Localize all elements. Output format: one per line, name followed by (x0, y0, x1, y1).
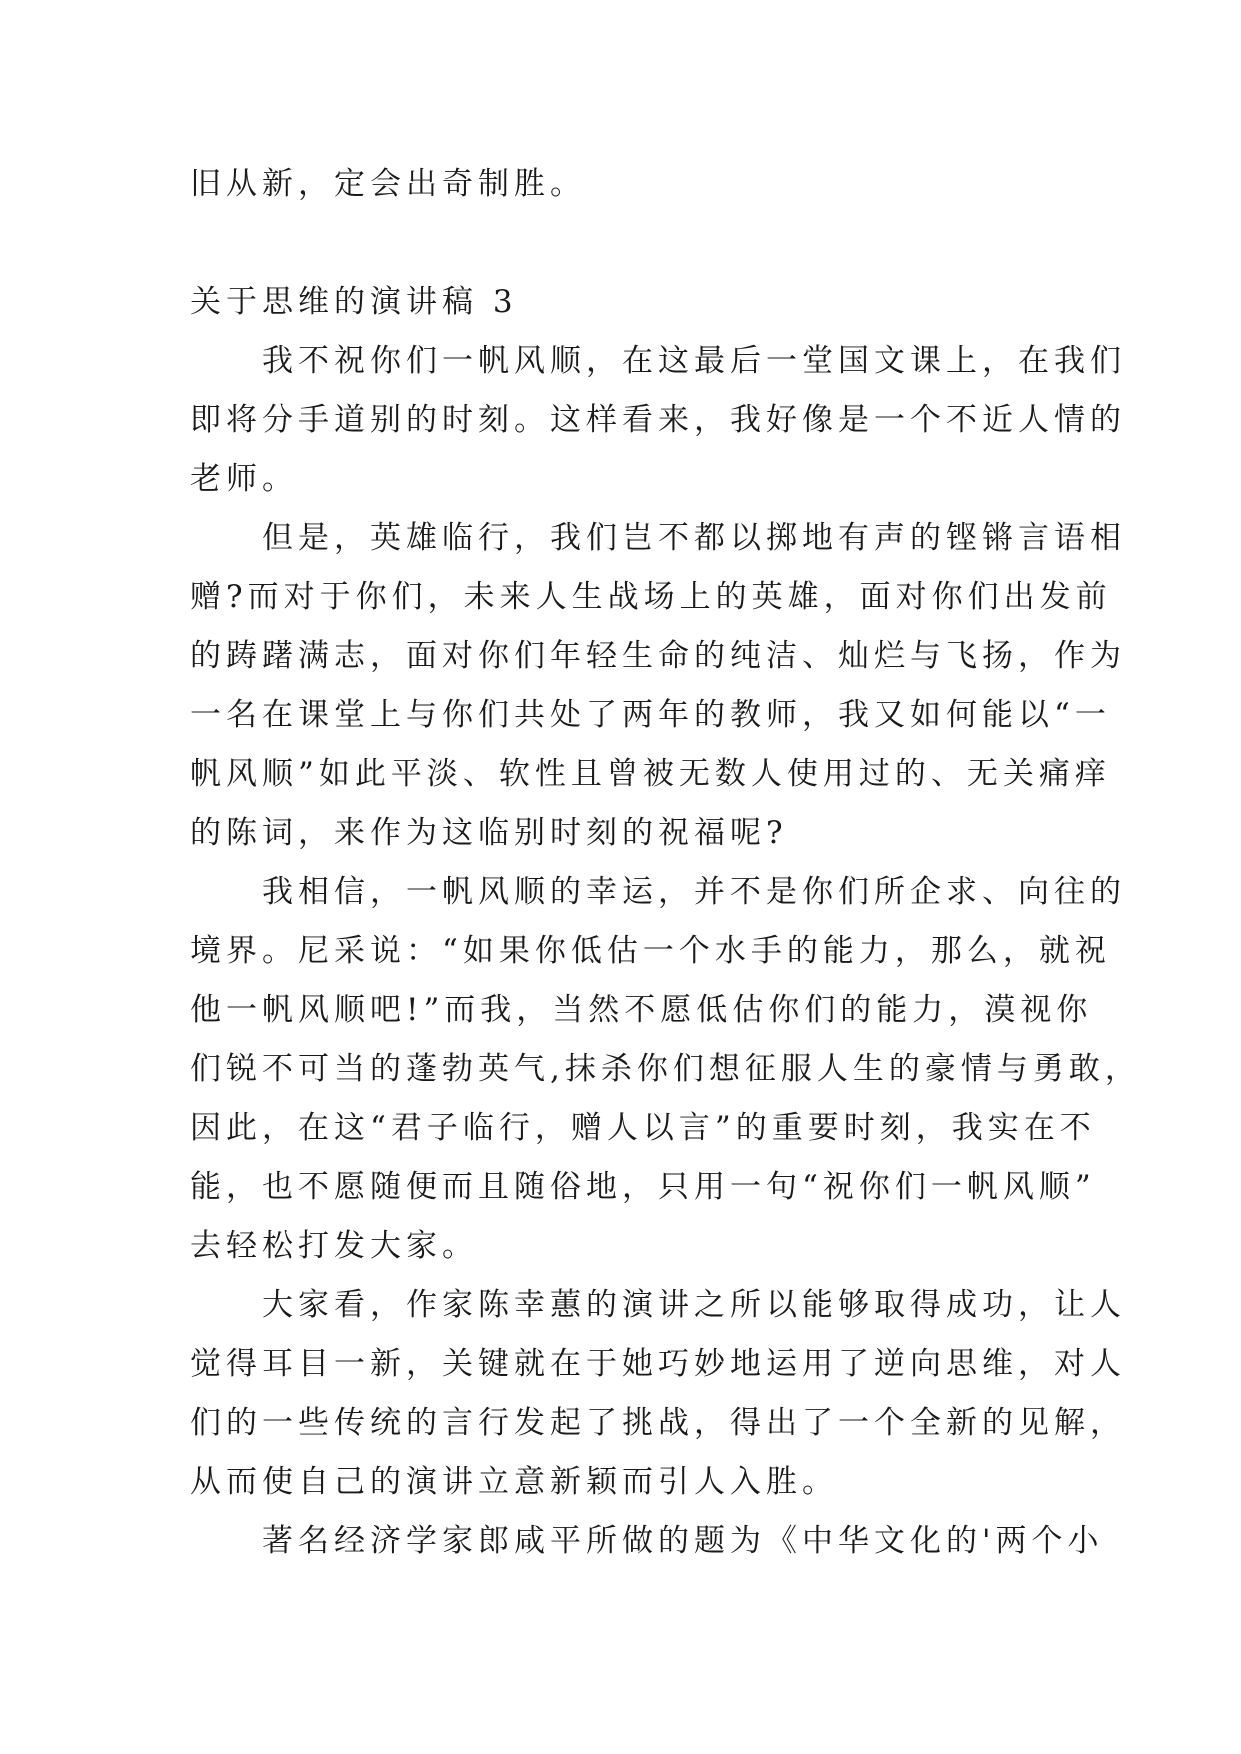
text-line: 的踌躇满志，面对你们年轻生命的纯洁、灿烂与飞扬，作为 (190, 638, 1126, 674)
text-line: 但是，英雄临行，我们岂不都以掷地有声的铿锵言语相 (190, 520, 1126, 556)
text-line: 一名在课堂上与你们共处了两年的教师，我又如何能以“一 (190, 697, 1111, 733)
text-line: 赠?而对于你们，未来人生战场上的英雄，面对你们出发前 (190, 579, 1112, 615)
text-line: 我相信，一帆风顺的幸运，并不是你们所企求、向往的 (190, 874, 1126, 910)
text-line: 们锐不可当的蓬勃英气,抹杀你们想征服人生的豪情与勇敢， (190, 1051, 1141, 1087)
text-line: 从而使自己的演讲立意新颖而引人入胜。 (190, 1464, 838, 1500)
text-line: 大家看，作家陈幸蕙的演讲之所以能够取得成功，让人 (190, 1287, 1126, 1323)
text-line: 能，也不愿随便而且随俗地，只用一句“祝你们一帆风顺” (190, 1169, 1096, 1205)
body-text (190, 332, 1141, 1571)
text-line: 去轻松打发大家。 (190, 1228, 478, 1264)
section-heading (190, 273, 1050, 332)
body-text (190, 155, 1050, 214)
text-line: 我不祝你们一帆风顺，在这最后一堂国文课上，在我们 (190, 343, 1126, 379)
text-line: 他一帆风顺吧!”而我，当然不愿低估你们的能力，漠视你 (190, 992, 1093, 1028)
text-line: 即将分手道别的时刻。这样看来，我好像是一个不近人情的 (190, 402, 1126, 438)
text-line: 的陈词，来作为这临别时刻的祝福呢? (190, 815, 788, 851)
text-line: 境界。尼采说：“如果你低估一个水手的能力，那么，就祝 (190, 933, 1111, 969)
text-line: 因此，在这“君子临行，赠人以言”的重要时刻，我实在不 (190, 1110, 1096, 1146)
text-line: 老师。 (190, 461, 298, 497)
heading-line: 关于思维的演讲稿 3 (190, 284, 518, 320)
text-line: 们的一些传统的言行发起了挑战，得出了一个全新的见解， (190, 1405, 1126, 1441)
text-line: 觉得耳目一新，关键就在于她巧妙地运用了逆向思维，对人 (190, 1346, 1126, 1382)
text-line: 旧从新，定会出奇制胜。 (190, 166, 586, 202)
text-line: 著名经济学家郎咸平所做的题为《中华文化的'两个小 (190, 1523, 1104, 1559)
text-line: 帆风顺”如此平淡、软性且曾被无数人使用过的、无关痛痒 (190, 756, 1111, 792)
